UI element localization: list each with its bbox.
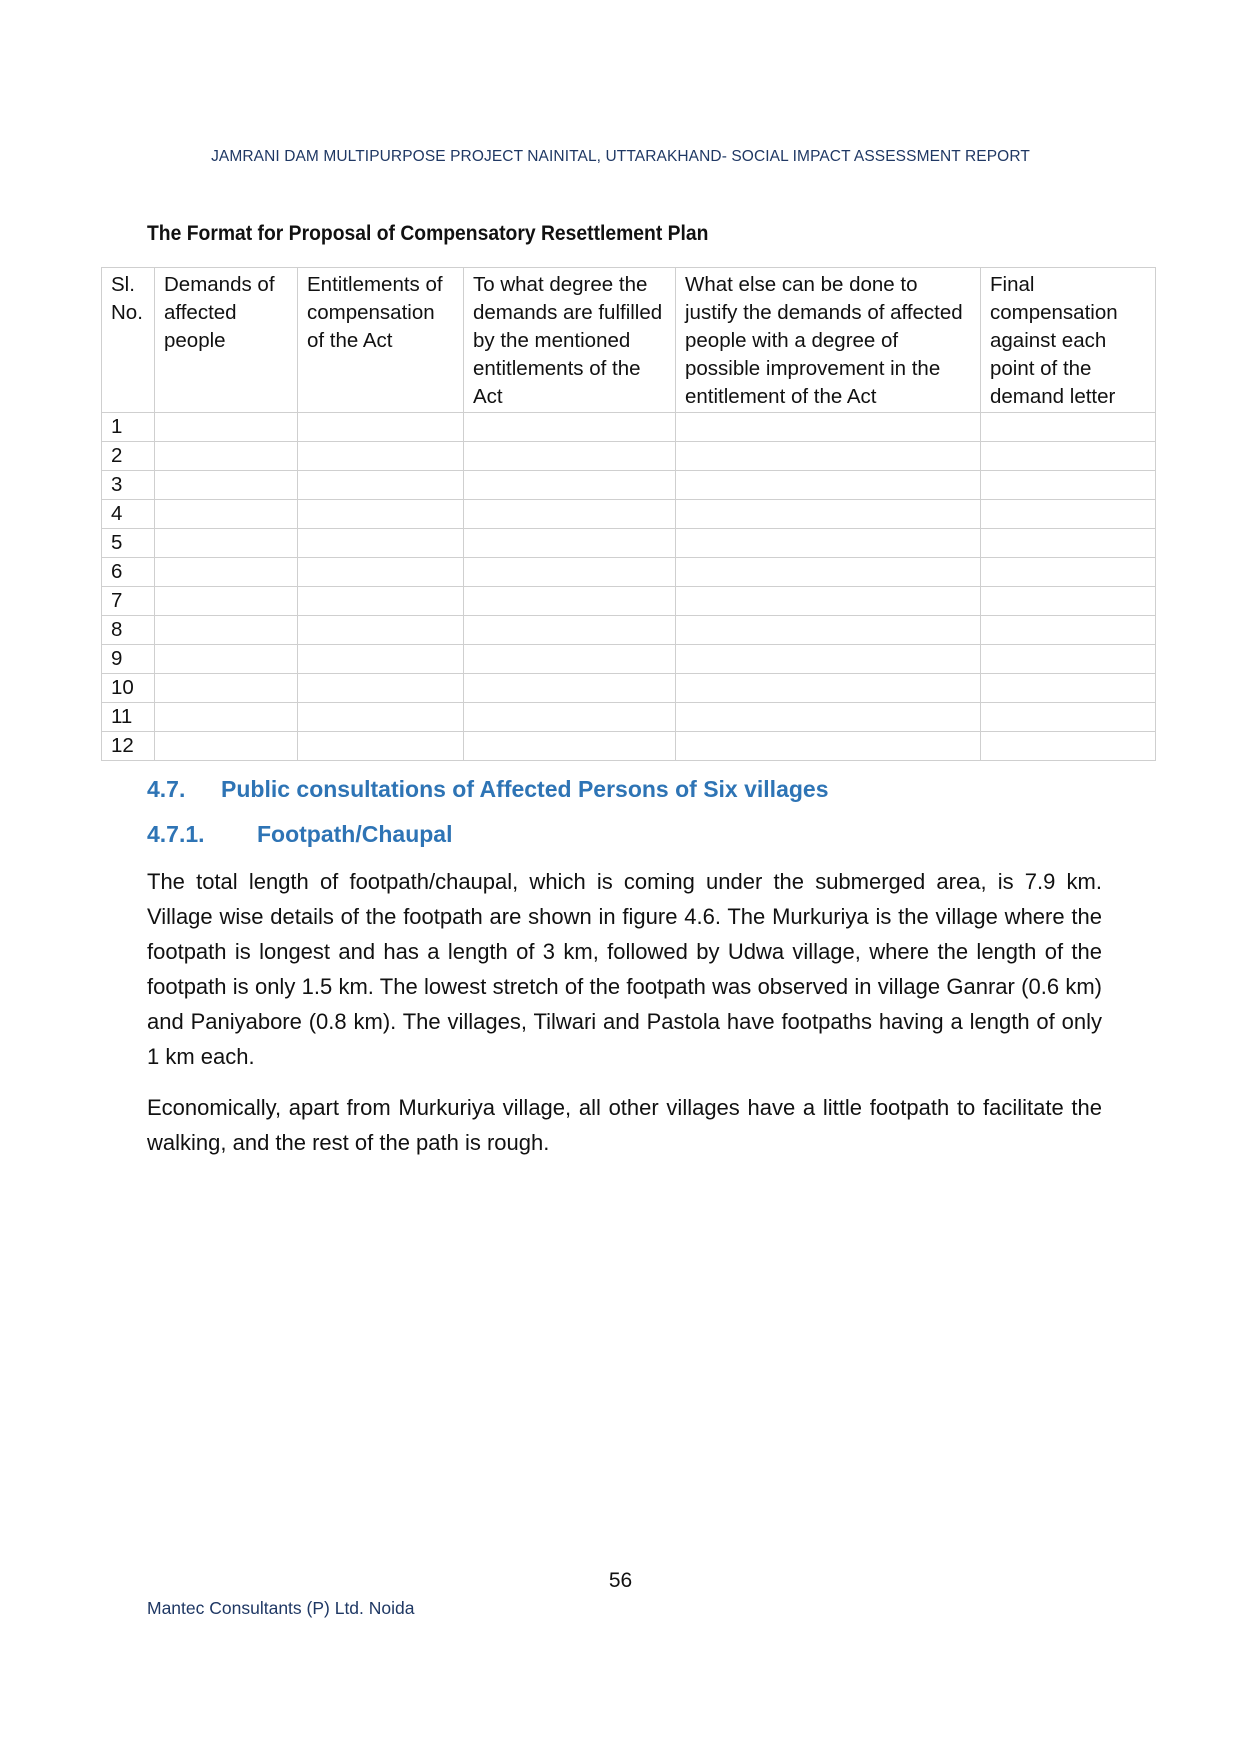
page-number: 56 [608, 1569, 633, 1592]
empty-cell [464, 645, 676, 674]
col-header-entitlements [298, 268, 464, 413]
empty-cell [981, 674, 1156, 703]
empty-cell [298, 732, 464, 761]
empty-cell [464, 674, 676, 703]
empty-cell [981, 442, 1156, 471]
empty-cell [298, 645, 464, 674]
col-header-sl-no [102, 268, 155, 413]
section-title: Public consultations of Affected Persons of Six villages [221, 776, 829, 802]
header-line: people [164, 329, 226, 352]
running-header: JAMRANI DAM MULTIPURPOSE PROJECT NAINITAL, UTTARAKHAND- SOCIAL IMPACT ASSESSMENT REPORT [211, 148, 1030, 165]
header-line: possible improvement in the [685, 357, 941, 380]
header-line: entitlement of the Act [685, 385, 877, 408]
header-line: against each [990, 329, 1107, 352]
empty-cell [676, 674, 981, 703]
col-header-improvement [676, 268, 981, 413]
header-line: demands are fulfilled [473, 301, 663, 324]
header-line: To what degree the [473, 273, 648, 296]
table-row [102, 558, 1156, 587]
header-line: Final [990, 273, 1035, 296]
empty-cell [155, 645, 298, 674]
empty-cell [298, 674, 464, 703]
empty-cell [155, 587, 298, 616]
empty-cell [298, 558, 464, 587]
empty-cell [981, 645, 1156, 674]
row-serial-cell: 1 [102, 413, 155, 442]
row-serial-cell: 4 [102, 500, 155, 529]
table-row [102, 703, 1156, 732]
header-line: compensation [990, 301, 1118, 324]
table-row [102, 471, 1156, 500]
subsection-number: 4.7.1. [147, 821, 205, 847]
empty-cell [155, 558, 298, 587]
table-header-row [102, 268, 1156, 413]
table-title: The Format for Proposal of Compensatory Resettlement Plan [147, 222, 709, 245]
empty-cell [981, 558, 1156, 587]
empty-cell [981, 500, 1156, 529]
header-line: of the Act [307, 329, 393, 352]
empty-cell [464, 442, 676, 471]
empty-cell [464, 703, 676, 732]
row-serial-cell: 6 [102, 558, 155, 587]
empty-cell [676, 703, 981, 732]
table-row [102, 587, 1156, 616]
table-row [102, 616, 1156, 645]
header-line: affected [164, 301, 237, 324]
empty-cell [298, 587, 464, 616]
empty-cell [298, 500, 464, 529]
table-row [102, 500, 1156, 529]
header-line: entitlements of the [473, 357, 641, 380]
empty-cell [676, 558, 981, 587]
empty-cell [676, 500, 981, 529]
body-paragraph: The total length of footpath/chaupal, which is coming under the submerged area, is 7.9 km. Village wise details of the footpath are shown in figure 4.6. The Murkuriya is the village where the footpath is longest and has a length of 3 km, followed by Udwa village, where the length of the footpath is only 1.5 km. The lowest stretch of the footpath was observed in village Ganrar (0.6 km) and Paniyabore (0.8 km). The villages, Tilwari and Pastola have footpaths having a length of only 1 km each. [147, 869, 1102, 1069]
empty-cell [981, 587, 1156, 616]
empty-cell [298, 471, 464, 500]
empty-cell [676, 529, 981, 558]
empty-cell [464, 471, 676, 500]
header-line: people with a degree of [685, 329, 899, 352]
header-line: demand letter [990, 385, 1116, 408]
empty-cell [676, 587, 981, 616]
row-serial-cell: 10 [102, 674, 155, 703]
header-line: No. [111, 301, 143, 324]
empty-cell [155, 616, 298, 645]
row-serial-cell: 2 [102, 442, 155, 471]
empty-cell [155, 732, 298, 761]
empty-cell [155, 442, 298, 471]
table-row [102, 413, 1156, 442]
empty-cell [981, 413, 1156, 442]
empty-cell [155, 529, 298, 558]
row-serial-cell: 7 [102, 587, 155, 616]
row-serial-cell: 5 [102, 529, 155, 558]
empty-cell [676, 413, 981, 442]
empty-cell [155, 674, 298, 703]
empty-cell [981, 471, 1156, 500]
row-serial-cell: 8 [102, 616, 155, 645]
empty-cell [981, 703, 1156, 732]
row-serial-cell: 11 [102, 703, 155, 732]
col-header-demands [155, 268, 298, 413]
row-serial-cell: 9 [102, 645, 155, 674]
empty-cell [464, 616, 676, 645]
subsection-title: Footpath/Chaupal [257, 821, 453, 847]
empty-cell [298, 703, 464, 732]
empty-cell [464, 587, 676, 616]
body-paragraph: Economically, apart from Murkuriya village, all other villages have a little footpath to facilitate the walking, and the rest of the path is rough. [147, 1095, 1102, 1155]
table-body [102, 413, 1156, 761]
empty-cell [155, 500, 298, 529]
empty-cell [298, 616, 464, 645]
empty-cell [676, 732, 981, 761]
row-serial-cell: 12 [102, 732, 155, 761]
empty-cell [298, 529, 464, 558]
empty-cell [981, 732, 1156, 761]
header-line: Sl. [111, 273, 135, 296]
empty-cell [464, 500, 676, 529]
section-heading [147, 776, 829, 803]
table-row [102, 529, 1156, 558]
table-row [102, 732, 1156, 761]
row-serial-cell: 3 [102, 471, 155, 500]
empty-cell [155, 471, 298, 500]
empty-cell [676, 471, 981, 500]
header-line: point of the [990, 357, 1092, 380]
empty-cell [155, 413, 298, 442]
header-line: compensation [307, 301, 435, 324]
empty-cell [298, 442, 464, 471]
col-header-degree-fulfilled [464, 268, 676, 413]
header-line: justify the demands of affected [685, 301, 963, 324]
header-line: Act [473, 385, 503, 408]
subsection-heading [147, 821, 452, 848]
header-line: What else can be done to [685, 273, 918, 296]
empty-cell [676, 442, 981, 471]
compensatory-resettlement-table [101, 267, 1156, 761]
header-line: Entitlements of [307, 273, 443, 296]
empty-cell [464, 529, 676, 558]
empty-cell [155, 703, 298, 732]
footer-company: Mantec Consultants (P) Ltd. Noida [147, 1598, 415, 1618]
table-row [102, 674, 1156, 703]
empty-cell [981, 616, 1156, 645]
col-header-final-compensation [981, 268, 1156, 413]
empty-cell [464, 558, 676, 587]
header-line: by the mentioned [473, 329, 631, 352]
table-row [102, 442, 1156, 471]
section-number: 4.7. [147, 776, 186, 802]
empty-cell [981, 529, 1156, 558]
empty-cell [464, 413, 676, 442]
empty-cell [464, 732, 676, 761]
table-row [102, 645, 1156, 674]
empty-cell [676, 616, 981, 645]
empty-cell [676, 645, 981, 674]
empty-cell [298, 413, 464, 442]
header-line: Demands of [164, 273, 275, 296]
